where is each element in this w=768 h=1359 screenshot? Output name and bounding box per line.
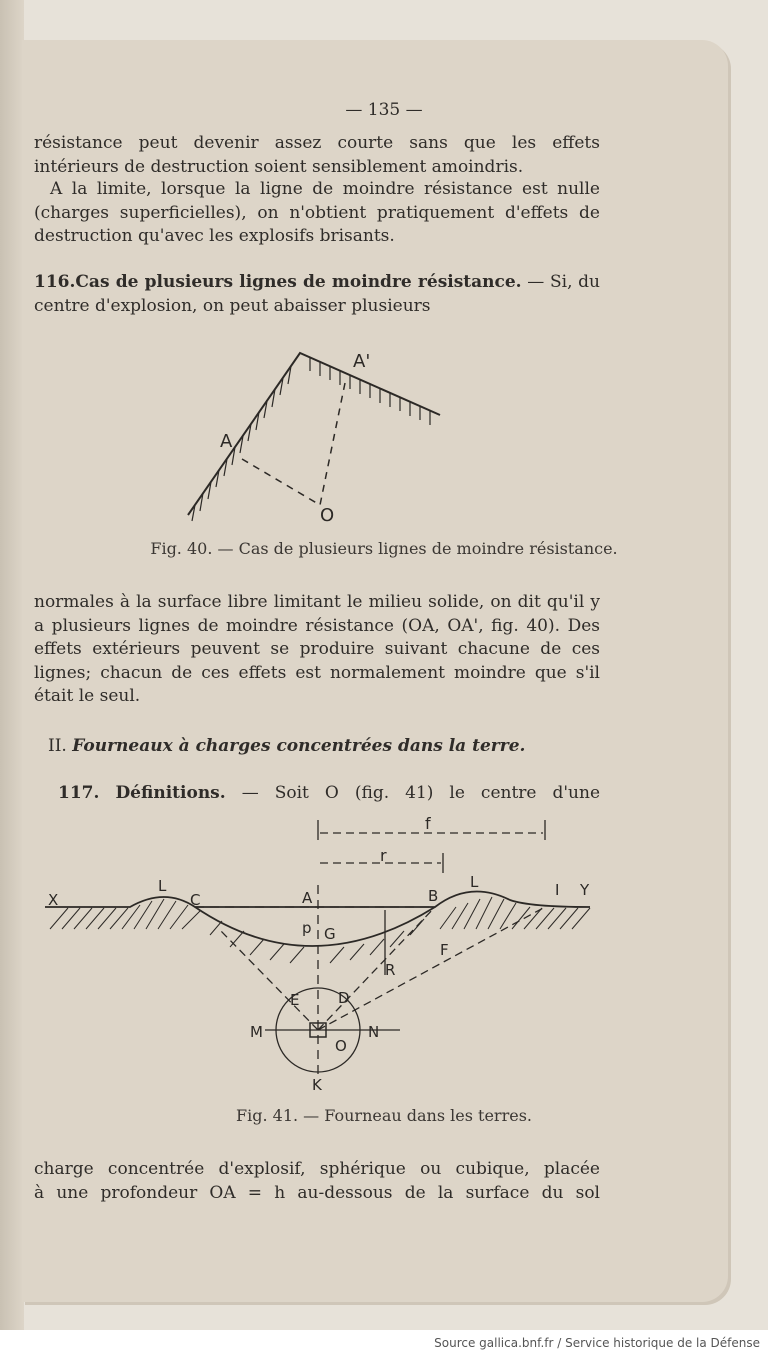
section-117-title: Définitions. [115,783,226,803]
fig41-label-G: G [324,925,336,943]
paragraph1-line2: intérieurs de destruction soient sensiblement amoindris. [34,156,524,177]
fig41-label-O: O [335,1037,347,1055]
fig41-label-N: N [368,1023,380,1041]
figure-40-diagram [170,335,460,530]
fig41-label-p: p [302,919,312,937]
figure-41-caption: Fig. 41. — Fourneau dans les terres. [236,1106,532,1125]
fig41-label-L-left: L [158,877,167,895]
fig41-label-R: R [385,961,396,979]
paragraph-continued [34,132,600,179]
fig40-line-OA [242,459,320,505]
fig41-label-M: M [250,1023,263,1041]
fig40-label-A: A [220,431,233,452]
section-II-number: II. [48,736,67,756]
page-binding-edge [0,0,24,1330]
fig40-line-OA-prime [320,383,345,505]
fig41-label-K: K [312,1076,322,1094]
figure-41-diagram [40,815,600,1100]
fig40-label-O: O [320,505,335,526]
fig41-label-Y: Y [580,881,590,899]
fig41-line-OI [318,907,545,1030]
section-II-heading [34,735,600,759]
fig41-label-X: X [48,891,59,909]
figure-40-caption: Fig. 40. — Cas de plusieurs lignes de moindre résistance. [150,539,618,558]
fig41-label-A: A [302,889,313,907]
paragraph4-line1: charge concentrée d'explosif, sphérique ou cubique, placée [34,1159,600,1179]
paragraph-limit: A la limite, lorsque la ligne de moindre résistance est nulle (charges superficielles), on n'obtient pratiquement d'effets de destruction qu'avec les explosifs brisants. [34,179,600,246]
paragraph1-line1: résistance peut devenir assez courte sans que les effets [34,133,600,153]
section-117 [34,782,600,806]
paragraph4-line2: à une profondeur OA = h au-dessous de la surface du sol [34,1182,600,1203]
section-116-text: — Si, du centre d'explosion, on peut abaisser plusieurs [34,272,600,316]
fig41-label-D: D [338,989,350,1007]
fig41-label-I: I [555,881,560,899]
section-116-title: Cas de plusieurs lignes de moindre résistance. [75,272,522,292]
fig41-crater-profile [195,907,435,946]
page-number: — 135 — [345,100,423,120]
fig41-label-f: f [425,815,431,833]
fig41-label-F: F [440,941,449,959]
fig41-label-C: C [190,891,201,909]
section-116-number: 116. [34,272,76,292]
section-117-number: 117. [58,783,100,803]
fig41-label-B: B [428,887,439,905]
fig40-label-A-prime: A' [353,351,371,372]
section-II-title: Fourneaux à charges concentrées dans la terre. [72,736,526,756]
paragraph-normales: normales à la surface libre limitant le milieu solide, on dit qu'il y a plusieurs lignes de moindre résistance (OA, OA', fig. 40). Des effets extérieurs peuvent se produire suivant chacune de ces lignes; chacun de ces effets est normalement moindre que s'il était le seul. [34,592,600,706]
fig41-label-E: E [290,991,300,1009]
source-footer: Source gallica.bnf.fr / Service historique de la Défense [434,1336,760,1350]
fig41-label-r: r [380,846,387,865]
section-116 [34,271,600,318]
fig41-label-L-right: L [470,873,479,891]
section-117-text: — Soit O (fig. 41) le centre d'une [241,783,601,803]
paragraph-charge [34,1158,600,1205]
